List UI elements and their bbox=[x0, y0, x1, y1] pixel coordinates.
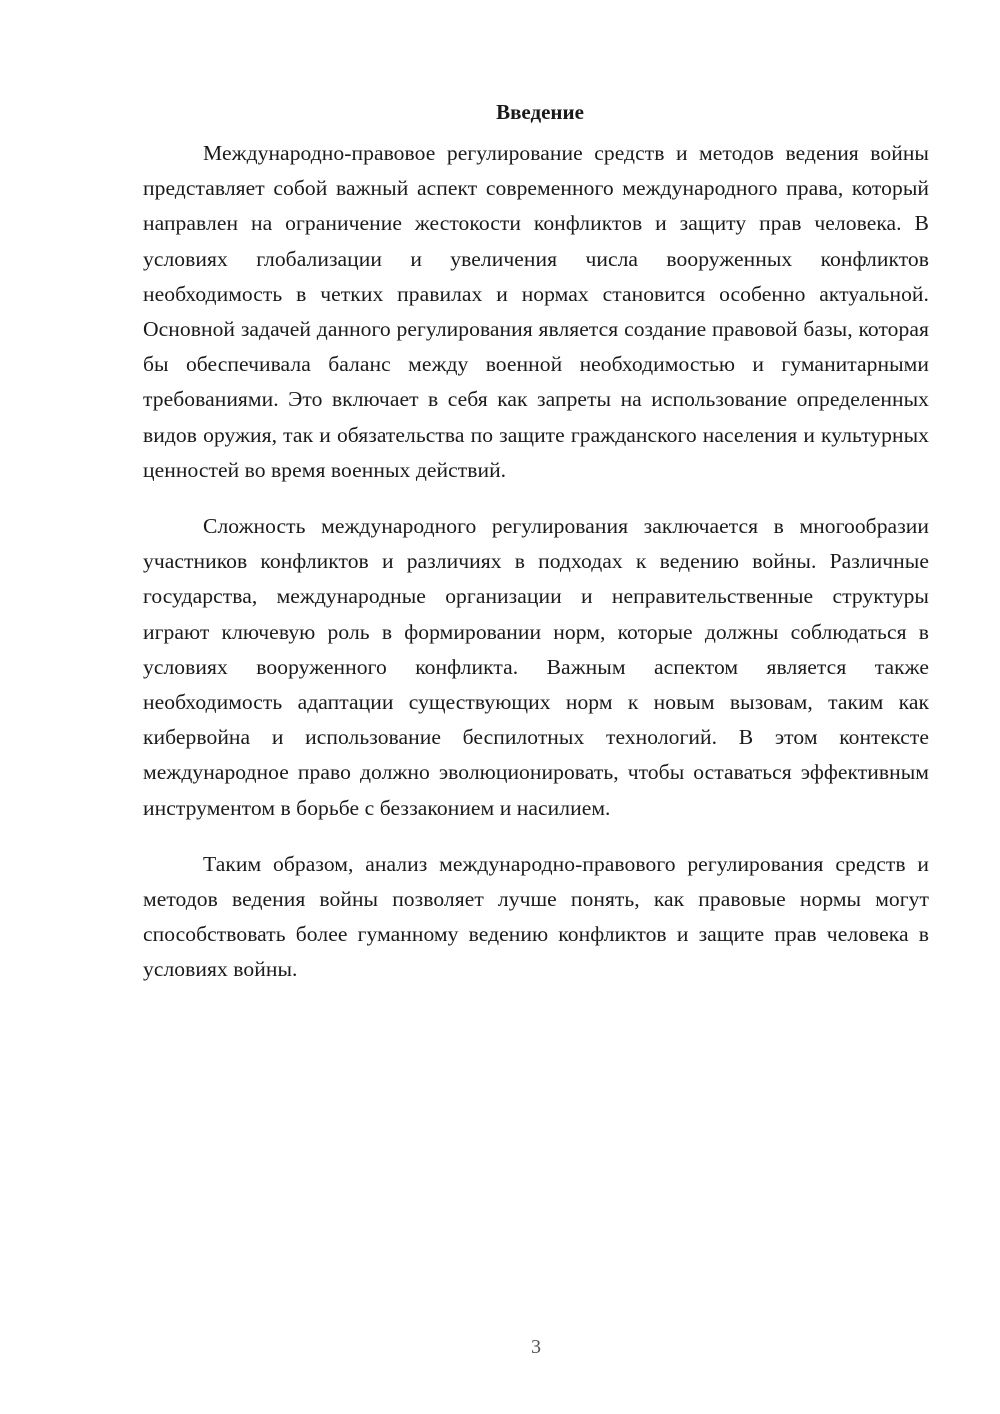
paragraph-2: Сложность международного регулирования заключается в многообразии участников конфликтов и различиях в подходах к ведению войны. Различные государства, международные организации и неправительственные структуры играют ключевую роль в формировании норм, которые должны соблюдаться в условиях вооруженного конфликта. Важным аспектом является также необходимость адаптации существующих норм к новым вызовам, таким как кибервойна и использование беспилотных технологий. В этом контексте международное право должно эволюционировать, чтобы оставаться эффективным инструментом в борьбе с беззаконием и насилием. bbox=[143, 514, 929, 820]
paragraph-1: Международно-правовое регулирование средств и методов ведения войны представляет собой важный аспект современного международного права, который направлен на ограничение жестокости конфликтов и защиту прав человека. В условиях глобализации и увеличения числа вооруженных конфликтов необходимость в четких правилах и нормах становится особенно актуальной. Основной задачей данного регулирования является создание правовой базы, которая бы обеспечивала баланс между военной необходимостью и гуманитарными требованиями. Это включает в себя как запреты на использование определенных видов оружия, так и обязательства по защите гражданского населения и культурных ценностей во время военных действий. bbox=[143, 141, 929, 482]
page-content bbox=[143, 95, 929, 988]
paragraph-3: Таким образом, анализ международно-правового регулирования средств и методов ведения войны позволяет лучше понять, как правовые нормы могут способствовать более гуманному ведению конфликтов и защите прав человека в условиях войны. bbox=[143, 851, 929, 982]
section-heading: Введение bbox=[496, 100, 584, 124]
page-number: 3 bbox=[531, 1336, 541, 1358]
